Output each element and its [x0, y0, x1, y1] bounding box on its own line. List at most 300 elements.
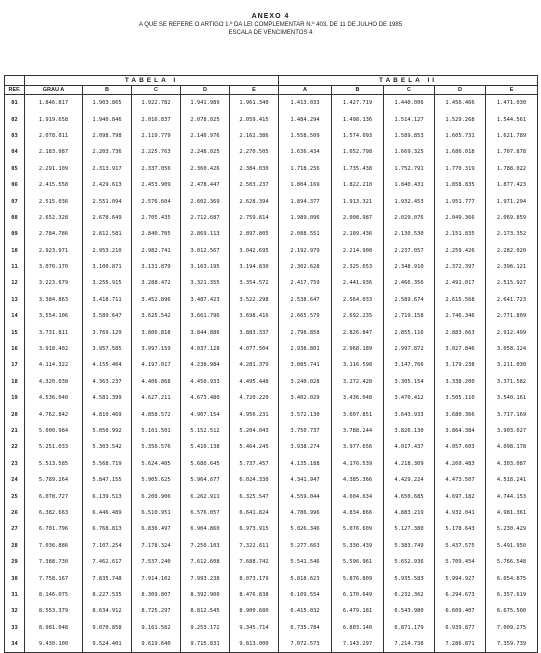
salary-cell: 3.452.896: [132, 292, 181, 308]
salary-cell: 3.554.106: [25, 308, 83, 324]
salary-cell: 2.759.814: [230, 210, 279, 226]
column-header: A: [279, 86, 332, 95]
salary-cell: 6.803.140: [332, 620, 384, 636]
salary-cell: 6.973.915: [230, 521, 279, 537]
table-row: [5, 488, 538, 504]
ref-cell: 32: [5, 603, 25, 619]
table-row: [5, 226, 538, 242]
salary-cell: 7.009.275: [486, 620, 538, 636]
salary-cell: 5.101.501: [132, 423, 181, 439]
salary-cell: 2.162.386: [230, 128, 279, 144]
table-row: [5, 95, 538, 112]
column-header: C: [132, 86, 181, 95]
salary-cell: 3.100.871: [83, 259, 132, 275]
salary-cell: 5.709.454: [435, 554, 486, 570]
salary-cell: 6.446.489: [83, 505, 132, 521]
column-header: C: [384, 86, 435, 95]
table-row: [5, 177, 538, 193]
salary-cell: 3.338.200: [435, 374, 486, 390]
salary-cell: 3.305.154: [384, 374, 435, 390]
salary-cell: 7.993.238: [181, 570, 230, 586]
salary-cell: 6.479.181: [332, 603, 384, 619]
salary-cell: 7.388.730: [25, 554, 83, 570]
salary-cell: 9.715.831: [181, 636, 230, 653]
salary-cell: 3.179.238: [435, 357, 486, 373]
salary-cell: 2.602.369: [181, 193, 230, 209]
annex-title: ANEXO 4: [251, 13, 290, 20]
group-tabela-1: TABELA I: [25, 76, 279, 86]
salary-cell: 2.078.025: [181, 111, 230, 127]
salary-cell: 4.932.041: [435, 505, 486, 521]
ref-cell: 31: [5, 587, 25, 603]
salary-cell: 2.912.499: [486, 324, 538, 340]
column-header: B: [332, 86, 384, 95]
salary-cell: 3.042.695: [230, 243, 279, 259]
salary-cell: 2.049.366: [435, 210, 486, 226]
salary-cell: 3.788.244: [332, 423, 384, 439]
salary-cell: 4.627.211: [132, 390, 181, 406]
salary-cell: 7.688.742: [230, 554, 279, 570]
salary-cell: 6.054.875: [486, 570, 538, 586]
ref-cell: 04: [5, 144, 25, 160]
salary-cell: 3.240.028: [279, 374, 332, 390]
salary-cell: 3.436.048: [332, 390, 384, 406]
salary-cell: 8.981.048: [25, 620, 83, 636]
salary-cell: 2.982.741: [132, 243, 181, 259]
salary-cell: 5.000.984: [25, 423, 83, 439]
salary-cell: 3.384.863: [25, 292, 83, 308]
salary-cell: 3.505.110: [435, 390, 486, 406]
salary-cell: 1.922.782: [132, 95, 181, 112]
salary-cell: 7.462.617: [83, 554, 132, 570]
salary-cell: 1.456.466: [435, 95, 486, 112]
salary-cell: 3.194.830: [230, 259, 279, 275]
salary-cell: 3.147.766: [384, 357, 435, 373]
salary-cell: 6.904.860: [181, 521, 230, 537]
salary-cell: 2.923.971: [25, 243, 83, 259]
salary-cell: 3.977.656: [332, 439, 384, 455]
salary-cell: 6.675.500: [486, 603, 538, 619]
salary-cell: 7.835.748: [83, 570, 132, 586]
salary-cell: 3.826.130: [384, 423, 435, 439]
salary-cell: 4.281.379: [230, 357, 279, 373]
salary-cell: 9.345.714: [230, 620, 279, 636]
salary-cell: 2.968.189: [332, 341, 384, 357]
salary-cell: 9.619.640: [132, 636, 181, 653]
salary-cell: 7.178.324: [132, 538, 181, 554]
salary-cell: 6.871.179: [384, 620, 435, 636]
ref-cell: 33: [5, 620, 25, 636]
salary-cell: 4.744.153: [486, 488, 538, 504]
salary-cell: 3.883.337: [230, 324, 279, 340]
salary-cell: 4.197.017: [132, 357, 181, 373]
salary-cell: 3.163.195: [181, 259, 230, 275]
salary-cell: 3.540.161: [486, 390, 538, 406]
salary-cell: 1.686.018: [435, 144, 486, 160]
salary-cell: 4.762.842: [25, 406, 83, 422]
salary-cell: 1.770.319: [435, 161, 486, 177]
salary-cell: 8.309.807: [132, 587, 181, 603]
salary-cell: 6.232.362: [384, 587, 435, 603]
salary-cell: 4.135.188: [279, 456, 332, 472]
salary-cell: 3.607.851: [332, 406, 384, 422]
salary-cell: 1.718.256: [279, 161, 332, 177]
salary-cell: 2.192.979: [279, 243, 332, 259]
ref-cell: 14: [5, 308, 25, 324]
salary-cell: 2.746.346: [435, 308, 486, 324]
salary-cell: 3.938.274: [279, 439, 332, 455]
salary-cell: 4.810.469: [83, 406, 132, 422]
salary-cell: 2.665.579: [279, 308, 332, 324]
salary-cell: 5.624.405: [132, 456, 181, 472]
salary-cell: 5.026.346: [279, 521, 332, 537]
salary-cell: 2.491.017: [435, 275, 486, 291]
salary-cell: 4.883.219: [384, 505, 435, 521]
salary-cell: 6.139.513: [83, 488, 132, 504]
salary-cell: 4.155.464: [83, 357, 132, 373]
salary-cell: 3.769.129: [83, 324, 132, 340]
salary-cell: 1.413.033: [279, 95, 332, 112]
salary-cell: 5.178.643: [435, 521, 486, 537]
salary-cell: 2.429.613: [83, 177, 132, 193]
table-row: [5, 161, 538, 177]
salary-cell: 1.894.377: [279, 193, 332, 209]
salary-cell: 5.905.625: [132, 472, 181, 488]
salary-cell: 3.402.029: [279, 390, 332, 406]
salary-cell: 3.223.679: [25, 275, 83, 291]
ref-cell: 03: [5, 128, 25, 144]
salary-cell: 1.514.127: [384, 111, 435, 127]
table-row: [5, 341, 538, 357]
salary-cell: 1.707.878: [486, 144, 538, 160]
salary-cell: 2.098.798: [83, 128, 132, 144]
table-row: [5, 636, 538, 653]
ref-cell: 08: [5, 210, 25, 226]
salary-cell: 2.515.036: [25, 193, 83, 209]
salary-cell: 6.382.663: [25, 505, 83, 521]
table-row: [5, 357, 538, 373]
salary-cell: 4.114.322: [25, 357, 83, 373]
salary-cell: 3.750.737: [279, 423, 332, 439]
salary-cell: 3.698.416: [230, 308, 279, 324]
annex-subtitle: A QUE SE REFERE O ARTIGO 1.º DA LEI COMPLEMENTAR N.º 403, DE 11 DE JULHO DE 1985: [138, 22, 403, 28]
ref-cell: 07: [5, 193, 25, 209]
salary-cell: 5.964.677: [181, 472, 230, 488]
salary-cell: 2.641.723: [486, 292, 538, 308]
salary-cell: 1.941.989: [181, 95, 230, 112]
salary-cell: 2.078.011: [25, 128, 83, 144]
salary-cell: 3.027.846: [435, 341, 486, 357]
salary-cell: 5.251.033: [25, 439, 83, 455]
table-row: [5, 243, 538, 259]
salary-cell: 3.070.170: [25, 259, 83, 275]
ref-cell: 24: [5, 472, 25, 488]
salary-cell: 1.669.325: [384, 144, 435, 160]
salary-cell: 6.262.911: [181, 488, 230, 504]
salary-cell: 3.731.811: [25, 324, 83, 340]
salary-cell: 1.652.798: [332, 144, 384, 160]
salary-cell: 8.812.545: [181, 603, 230, 619]
salary-cell: 4.720.220: [230, 390, 279, 406]
salary-cell: 2.417.759: [279, 275, 332, 291]
ref-cell: 30: [5, 570, 25, 586]
salary-cell: 4.037.128: [181, 341, 230, 357]
ref-cell: 02: [5, 111, 25, 127]
table-row: [5, 324, 538, 340]
table-row: [5, 538, 538, 554]
salary-cell: 1.989.096: [279, 210, 332, 226]
salary-cell: 1.735.438: [332, 161, 384, 177]
salary-cell: 5.847.155: [83, 472, 132, 488]
table-row: [5, 390, 538, 406]
salary-cell: 2.812.581: [83, 226, 132, 242]
ref-cell: 05: [5, 161, 25, 177]
salary-cell: 4.363.237: [83, 374, 132, 390]
salary-cell: 1.840.431: [384, 177, 435, 193]
salary-cell: 3.918.402: [25, 341, 83, 357]
salary-cell: 7.537.240: [132, 554, 181, 570]
salary-cell: 2.798.858: [279, 324, 332, 340]
salary-cell: 3.470.412: [384, 390, 435, 406]
table-group-header: [5, 76, 538, 86]
salary-cell: 5.356.576: [132, 439, 181, 455]
salary-cell: 1.903.865: [83, 95, 132, 112]
salary-cell: 6.200.906: [132, 488, 181, 504]
salary-cell: 2.008.987: [332, 210, 384, 226]
salary-cell: 9.524.401: [83, 636, 132, 653]
salary-cell: 4.858.572: [132, 406, 181, 422]
salary-cell: 2.551.094: [83, 193, 132, 209]
salary-cell: 1.788.022: [486, 161, 538, 177]
ref-cell: 09: [5, 226, 25, 242]
salary-cell: 4.406.868: [132, 374, 181, 390]
salary-cell: 5.994.927: [435, 570, 486, 586]
salary-cell: 3.997.159: [132, 341, 181, 357]
salary-cell: 2.214.908: [332, 243, 384, 259]
table-row: [5, 292, 538, 308]
salary-cell: 2.515.927: [486, 275, 538, 291]
table-row: [5, 275, 538, 291]
ref-cell: 25: [5, 488, 25, 504]
salary-cell: 3.680.366: [435, 406, 486, 422]
salary-cell: 2.119.779: [132, 128, 181, 144]
salary-cell: 7.758.167: [25, 570, 83, 586]
salary-cell: 2.325.653: [332, 259, 384, 275]
salary-cell: 7.322.611: [230, 538, 279, 554]
table-row: [5, 472, 538, 488]
salary-cell: 4.604.634: [332, 488, 384, 504]
salary-cell: 2.059.415: [230, 111, 279, 127]
salary-cell: 2.016.837: [132, 111, 181, 127]
ref-cell: 13: [5, 292, 25, 308]
salary-cell: 4.320.038: [25, 374, 83, 390]
salary-cell: 6.325.547: [230, 488, 279, 504]
salary-cell: 4.981.361: [486, 505, 538, 521]
salary-cell: 2.938.801: [279, 341, 332, 357]
ref-cell: 23: [5, 456, 25, 472]
salary-cell: 1.440.006: [384, 95, 435, 112]
salary-cell: 4.176.539: [332, 456, 384, 472]
salary-cell: 1.913.321: [332, 193, 384, 209]
salary-cell: 7.036.886: [25, 538, 83, 554]
salary-cell: 1.544.561: [486, 111, 538, 127]
salary-cell: 1.498.136: [332, 111, 384, 127]
salary-cell: 2.313.917: [83, 161, 132, 177]
salary-cell: 2.826.847: [332, 324, 384, 340]
salary-cell: 7.359.739: [486, 636, 538, 653]
salary-cell: 6.078.727: [25, 488, 83, 504]
salary-cell: 2.237.057: [384, 243, 435, 259]
ref-cell: 16: [5, 341, 25, 357]
salary-cell: 1.636.434: [279, 144, 332, 160]
salary-cell: 2.183.987: [25, 144, 83, 160]
salary-cell: 1.484.294: [279, 111, 332, 127]
salary-cell: 4.077.504: [230, 341, 279, 357]
salary-cell: 7.107.254: [83, 538, 132, 554]
salary-cell: 5.437.575: [435, 538, 486, 554]
salary-cell: 3.589.647: [83, 308, 132, 324]
salary-cell: 4.473.507: [435, 472, 486, 488]
annex-caption: ESCALA DE VENCIMENTOS 4: [228, 30, 313, 36]
salary-cell: 3.131.879: [132, 259, 181, 275]
salary-cell: 2.088.551: [279, 226, 332, 242]
salary-cell: 4.495.448: [230, 374, 279, 390]
salary-cell: 8.146.075: [25, 587, 83, 603]
salary-cell: 2.360.426: [181, 161, 230, 177]
salary-cell: 2.678.649: [83, 210, 132, 226]
salary-cell: 1.589.853: [384, 128, 435, 144]
salary-cell: 5.464.245: [230, 439, 279, 455]
salary-cell: 2.151.835: [435, 226, 486, 242]
salary-cell: 6.735.784: [279, 620, 332, 636]
salary-cell: 7.143.297: [332, 636, 384, 653]
salary-cell: 1.605.731: [435, 128, 486, 144]
ref-cell: 21: [5, 423, 25, 439]
table-row: [5, 521, 538, 537]
salary-cell: 7.214.738: [384, 636, 435, 653]
table-row: [5, 374, 538, 390]
salary-cell: 1.919.658: [25, 111, 83, 127]
salary-cell: 8.227.535: [83, 587, 132, 603]
ref-cell: 26: [5, 505, 25, 521]
salary-cell: 2.415.558: [25, 177, 83, 193]
salary-cell: 6.170.649: [332, 587, 384, 603]
table-row: [5, 111, 538, 127]
salary-cell: 5.050.992: [83, 423, 132, 439]
salary-cell: 4.673.480: [181, 390, 230, 406]
ref-cell: 19: [5, 390, 25, 406]
salary-cell: 9.161.562: [132, 620, 181, 636]
salary-cell: 2.348.910: [384, 259, 435, 275]
salary-cell: 4.303.087: [486, 456, 538, 472]
salary-cell: 2.130.530: [384, 226, 435, 242]
salary-cell: 4.057.603: [435, 439, 486, 455]
ref-blank-cell: [5, 76, 25, 86]
salary-cell: 5.789.264: [25, 472, 83, 488]
salary-cell: 1.574.093: [332, 128, 384, 144]
salary-cell: 2.784.786: [25, 226, 83, 242]
salary-cell: 5.152.512: [181, 423, 230, 439]
document-header: [0, 12, 541, 37]
ref-cell: 17: [5, 357, 25, 373]
salary-cell: 3.717.169: [486, 406, 538, 422]
salary-cell: 3.522.298: [230, 292, 279, 308]
salary-cell: 4.697.182: [435, 488, 486, 504]
salary-cell: 6.836.497: [132, 521, 181, 537]
column-header: E: [486, 86, 538, 95]
table-row: [5, 587, 538, 603]
salary-cell: 4.834.866: [332, 505, 384, 521]
salary-cell: 3.643.933: [384, 406, 435, 422]
salary-cell: 2.652.328: [25, 210, 83, 226]
salary-cell: 7.250.103: [181, 538, 230, 554]
column-header-row: [5, 86, 538, 95]
salary-cell: 2.712.687: [181, 210, 230, 226]
salary-cell: 1.529.268: [435, 111, 486, 127]
salary-cell: 6.939.877: [435, 620, 486, 636]
salary-cell: 5.680.645: [181, 456, 230, 472]
salary-cell: 2.897.805: [230, 226, 279, 242]
salary-cell: 2.029.076: [384, 210, 435, 226]
table-row: [5, 620, 538, 636]
salary-cell: 3.661.796: [181, 308, 230, 324]
salary-cell: 1.846.817: [25, 95, 83, 112]
salary-cell: 2.140.976: [181, 128, 230, 144]
salary-cell: 2.453.909: [132, 177, 181, 193]
table-row: [5, 144, 538, 160]
salary-cell: 5.383.749: [384, 538, 435, 554]
salary-cell: 2.069.859: [486, 210, 538, 226]
column-header: GRAU A: [25, 86, 83, 95]
salary-cell: 9.070.858: [83, 620, 132, 636]
salary-cell: 4.429.224: [384, 472, 435, 488]
salary-cell: 4.559.044: [279, 488, 332, 504]
salary-cell: 2.855.116: [384, 324, 435, 340]
ref-cell: 34: [5, 636, 25, 653]
column-header: D: [181, 86, 230, 95]
salary-cell: 2.478.447: [181, 177, 230, 193]
table-row: [5, 603, 538, 619]
salary-cell: 8.900.680: [230, 603, 279, 619]
salary-cell: 3.806.818: [132, 324, 181, 340]
salary-cell: 6.357.619: [486, 587, 538, 603]
salary-cell: 3.354.572: [230, 275, 279, 291]
salary-cell: 5.935.583: [384, 570, 435, 586]
salary-cell: 2.953.210: [83, 243, 132, 259]
salary-cell: 2.883.663: [435, 324, 486, 340]
salary-cell: 5.303.542: [83, 439, 132, 455]
salary-cell: 2.372.397: [435, 259, 486, 275]
table-row: [5, 210, 538, 226]
column-header: B: [83, 86, 132, 95]
column-header: REF.: [5, 86, 25, 95]
salary-cell: 6.543.980: [384, 603, 435, 619]
salary-cell: 3.864.384: [435, 423, 486, 439]
salary-cell: 4.218.309: [384, 456, 435, 472]
salary-cell: 2.291.109: [25, 161, 83, 177]
ref-cell: 10: [5, 243, 25, 259]
salary-cell: 4.536.040: [25, 390, 83, 406]
salary-cell: 5.818.623: [279, 570, 332, 586]
salary-cell: 1.427.719: [332, 95, 384, 112]
salary-cell: 3.844.886: [181, 324, 230, 340]
ref-cell: 06: [5, 177, 25, 193]
salary-cell: 1.932.453: [384, 193, 435, 209]
salary-cell: 1.877.423: [486, 177, 538, 193]
table-row: [5, 193, 538, 209]
salary-cell: 1.752.791: [384, 161, 435, 177]
salary-cell: 7.612.608: [181, 554, 230, 570]
